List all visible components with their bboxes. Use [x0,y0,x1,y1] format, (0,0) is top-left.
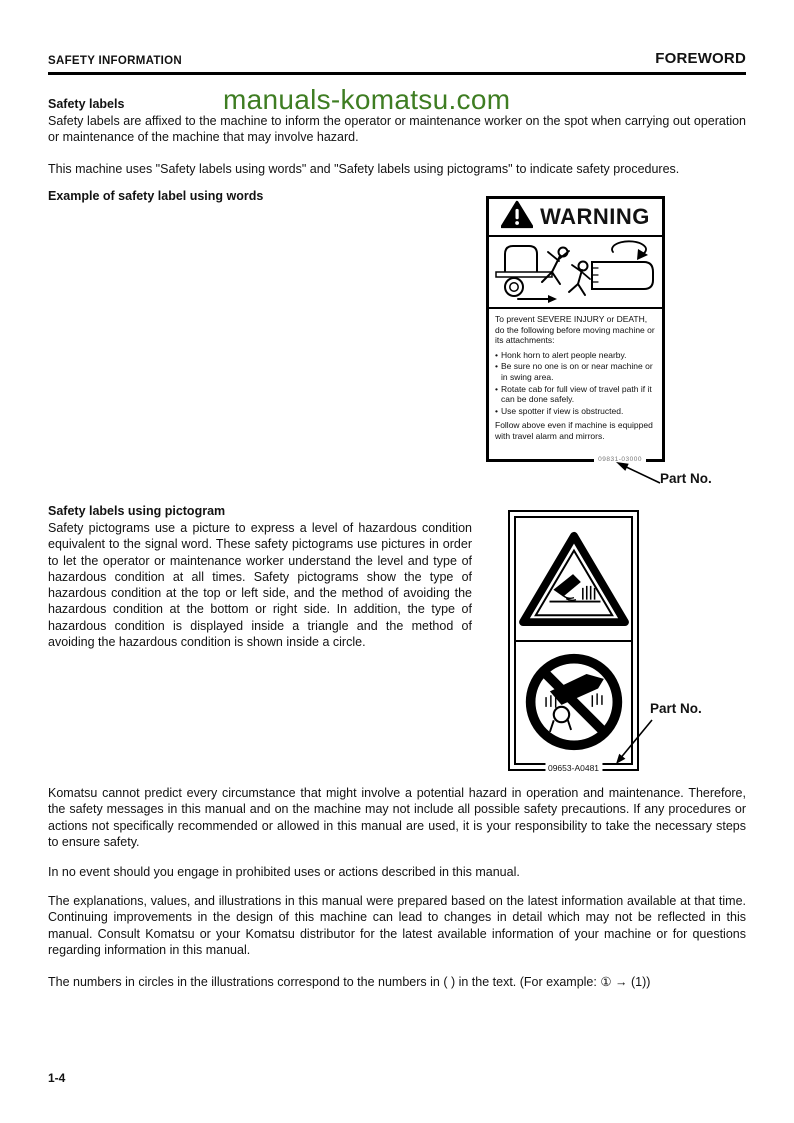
heading-example-words: Example of safety label using words [48,189,264,203]
warning-bullet-item [495,384,656,405]
warning-instructions [489,309,662,459]
pictogram-label-part-number: 09653-A0481 [545,763,602,773]
bullet-icon [495,361,498,382]
warning-signal-word: WARNING [540,204,650,229]
paragraph-circled-numbers: The numbers in circles in the illustrations correspond to the numbers in ( ) in the text. (For example: ① → (1)) [48,975,651,989]
part-no-arrow-icon [604,716,656,772]
part-no-arrow-icon [608,456,664,486]
warning-outro: Follow above even if machine is equipped with travel alarm and mirrors. [495,420,653,441]
paragraph-latest-information: The explanations, values, and illustrations in this manual were prepared based on the latest information available at that time. Continuing improvements in the design of this machine can lead to changes in detail which may not be reflected in this manual. Consult Komatsu or your Komatsu distributor for the latest available information of your machine or for questions regarding information in this manual. [48,894,746,957]
watermark: manuals-komatsu.com [223,84,511,115]
part-no-callout: Part No. [660,471,712,486]
pictogram-paragraph: Safety pictograms use a picture to express a level of hazardous condition equivalent to the signal word. These safety pictograms use pictures in order to let the operator or maintenance worker understand the level and type of hazardous condition at all times. Safety pictograms show the type of hazardous condition at the top or left side, and the method of avoiding the hazardous condition at the bottom or right side. In addition, the type of hazardous condition is displayed inside a triangle and the method of avoiding the hazardous condition is shown inside a circle. [48,521,472,650]
warning-bullet-item [495,350,656,361]
bullet-icon [495,406,498,417]
warning-bullet-item [495,406,656,417]
part-no-callout: Part No. [650,701,702,716]
warning-bullet-item [495,361,656,382]
warning-intro: To prevent SEVERE INJURY or DEATH, do the following before moving machine or its attachments: [495,314,655,346]
warning-label-example [486,196,665,462]
header-chapter-title: FOREWORD [655,50,746,67]
heading-pictogram: Safety labels using pictogram [48,504,226,518]
warning-bullet-text: Honk horn to alert people nearby. [500,349,627,360]
bullet-icon [495,384,498,405]
warning-bullet-text: Rotate cab for full view of travel path if it can be done safely. [500,383,652,405]
hazard-triangle-icon [516,518,631,642]
page-number: 1-4 [48,1071,66,1085]
header-section-title: SAFETY INFORMATION [48,55,183,67]
warning-bullet-text: Be sure no one is on or near machine or in swing area. [500,361,653,382]
heading-safety-labels: Safety labels [48,97,125,111]
page-header [48,50,746,75]
warning-hazard-art [489,237,662,309]
paragraph-komatsu-precautions: Komatsu cannot predict every circumstance that might involve a potential hazard in operation and maintenance. Therefore, the safety messages in this manual and on the machine may not include all possible safety precautions. If any procedures or actions not specifically recommended or allowed in this manual are used, it is your responsibility to take the necessary steps to ensure safety. [48,786,746,849]
warning-bullet-text: Use spotter if view is obstructed. [500,405,624,416]
warning-triangle-icon [501,200,533,234]
warning-label-part-number: 09831-03000 [594,456,646,463]
warning-label-header [489,199,662,237]
safety-labels-paragraph: Safety labels are affixed to the machine to inform the operator or maintenance worker on the spot when carrying out operation or maintenance of the machine that may involve hazard. [48,114,746,145]
paragraph-prohibited-uses: In no event should you engage in prohibited uses or actions described in this manual. [48,865,520,879]
safety-labels-usage-paragraph: This machine uses "Safety labels using words" and "Safety labels using pictograms" to indicate safety procedures. [48,162,680,176]
bullet-icon [495,350,498,361]
